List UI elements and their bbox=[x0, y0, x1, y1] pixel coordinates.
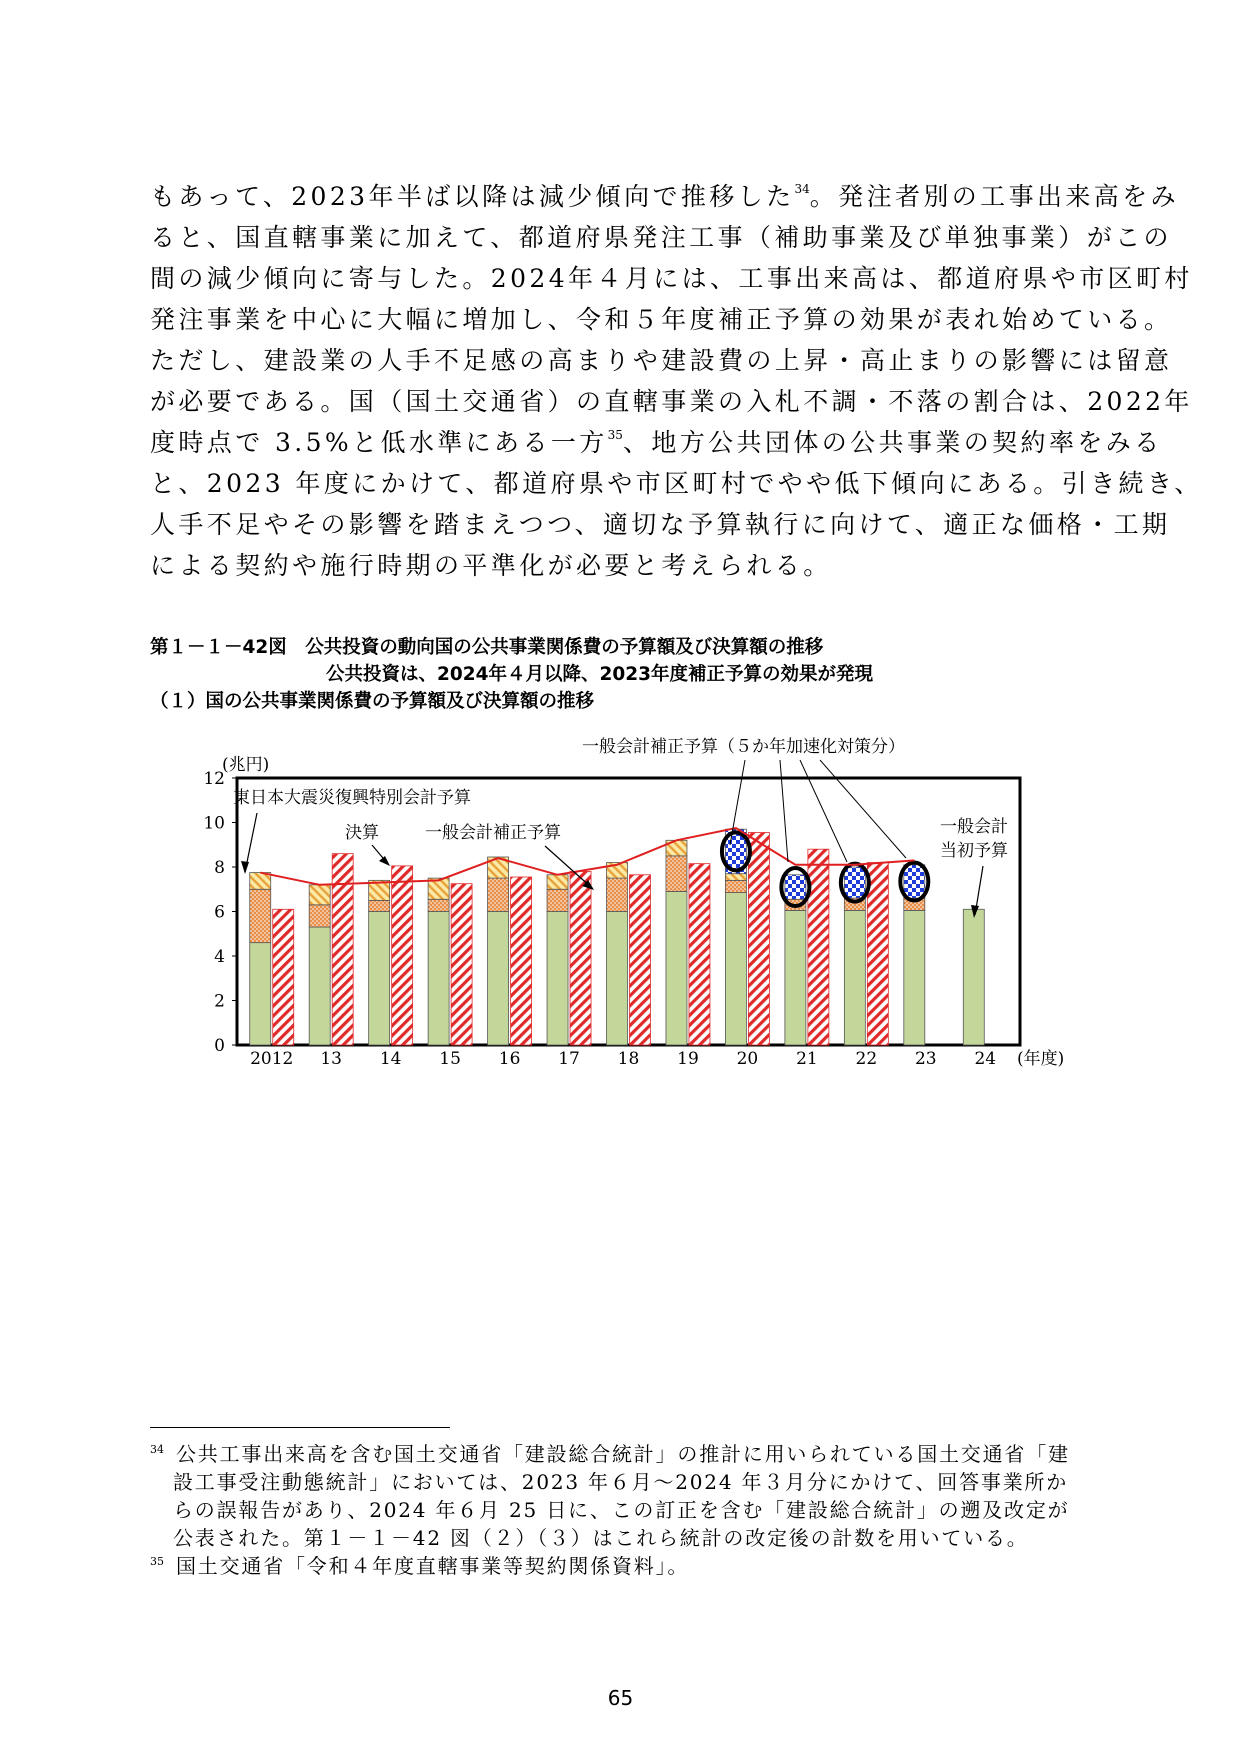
x-tick-label: 13 bbox=[320, 1049, 343, 1069]
x-tick-label: 22 bbox=[855, 1049, 878, 1069]
x-tick-label: 15 bbox=[439, 1049, 461, 1069]
bar-settlement bbox=[867, 863, 888, 1045]
footnote-line: らの誤報告があり、2024 年６月 25 日に、この訂正を含む「建設総合統計」の遡及改定が bbox=[173, 1498, 1070, 1522]
footnote-ref[interactable]: 35 bbox=[607, 428, 623, 442]
bar-settlement bbox=[392, 866, 413, 1045]
y-tick-label: 12 bbox=[203, 769, 225, 789]
bar-settlement bbox=[748, 833, 769, 1045]
bar-reconstruction bbox=[369, 880, 390, 900]
highlight-circle bbox=[841, 864, 869, 902]
y-tick-label: 10 bbox=[203, 813, 225, 834]
bar-initial-budget bbox=[428, 912, 449, 1046]
bar-initial-budget bbox=[309, 927, 330, 1045]
bar-supplementary bbox=[904, 898, 925, 910]
callout-line bbox=[800, 760, 847, 862]
callout-line bbox=[780, 760, 788, 862]
body-line: 度時点で 3.5%と低水準にある一方$^{35}$、地方公共団体の公共事業の契約率をみる bbox=[150, 428, 1163, 457]
body-line: 人手不足やその影響を踏まえつつ、適切な予算執行に向けて、適正な価格・工期 bbox=[150, 510, 1171, 539]
x-tick-label: 20 bbox=[736, 1049, 759, 1069]
body-line: 間の減少傾向に寄与した。2024年４月には、工事出来高は、都道府県や市区町村 bbox=[150, 264, 1193, 293]
bar-settlement bbox=[511, 877, 532, 1045]
bar-settlement bbox=[273, 909, 294, 1045]
x-unit-label: (年度) bbox=[1017, 1049, 1065, 1069]
body-line: 発注事業を中心に大幅に増加し、令和５年度補正予算の効果が表れ始めている。 bbox=[150, 305, 1173, 334]
callout-line bbox=[820, 760, 906, 858]
footnote-35: $^{35}$ 国土交通省「令和４年度直轄事業等契約関係資料」。 bbox=[150, 1554, 690, 1578]
footnote-mark: 35 bbox=[150, 1555, 164, 1568]
bar-supplementary bbox=[844, 898, 865, 910]
x-axis bbox=[250, 1049, 996, 1069]
bar-initial-budget bbox=[250, 943, 271, 1045]
bar-supplementary bbox=[785, 899, 806, 910]
bar-reconstruction bbox=[488, 857, 509, 878]
panel-title: （１）国の公共事業関係費の予算額及び決算額の推移 bbox=[150, 691, 595, 712]
body-line: と、2023 年度にかけて、都道府県や市区町村でやや低下傾向にある。引き続き、 bbox=[150, 469, 1203, 498]
footnote-line: 設工事受注動態統計」においては、2023 年６月～2024 年３月分にかけて、回答事業所か bbox=[173, 1470, 1069, 1494]
highlight-circle bbox=[722, 832, 750, 870]
budget-line bbox=[260, 828, 914, 885]
y-tick-label: 0 bbox=[214, 1036, 225, 1056]
y-unit-label: (兆円) bbox=[222, 755, 270, 775]
callout-arrow bbox=[241, 861, 249, 874]
footnote-rule bbox=[150, 1427, 450, 1428]
callout-line bbox=[730, 760, 745, 845]
plot-area bbox=[237, 778, 1020, 1045]
bar-reconstruction bbox=[607, 863, 628, 879]
bar-initial-budget bbox=[844, 910, 865, 1045]
callout-arrow bbox=[971, 905, 979, 918]
bar-initial-budget bbox=[963, 909, 984, 1045]
bar-initial-budget bbox=[666, 891, 687, 1045]
figure-heading bbox=[150, 634, 1080, 715]
bar-supplementary bbox=[369, 900, 390, 911]
body-line: ただし、建設業の人手不足感の高まりや建設費の上昇・高止まりの影響には留意 bbox=[150, 346, 1173, 375]
bar-settlement bbox=[808, 849, 829, 1045]
annotation-recon: 東日本大震災復興特別会計予算 bbox=[233, 788, 471, 808]
footnote-mark: 34 bbox=[150, 1443, 164, 1456]
bar-supplementary bbox=[607, 878, 628, 911]
bar-settlement bbox=[689, 864, 710, 1045]
footnote-34: $^{34}$ 公共工事出来高を含む国土交通省「建設総合統計」の推計に用いられている国土交通省「建 bbox=[150, 1442, 1070, 1466]
bar-supplementary bbox=[309, 905, 330, 927]
bar-five-year bbox=[785, 875, 806, 899]
bar-initial-budget bbox=[488, 912, 509, 1046]
callout-line bbox=[245, 813, 257, 872]
bar-reconstruction bbox=[666, 840, 687, 856]
bar-initial-budget bbox=[785, 910, 806, 1045]
bar-initial-budget bbox=[904, 910, 925, 1045]
bar-initial-budget bbox=[369, 912, 390, 1046]
bar-five-year bbox=[904, 865, 925, 898]
annotation-hosei: 一般会計補正予算 bbox=[425, 823, 561, 843]
body-line: もあって、2023年半ば以降は減少傾向で推移した$^{34}$。発注者別の工事出来高をみ bbox=[150, 182, 1179, 211]
footnote-line: 公表された。第１－１－42 図（２）（３）はこれら統計の改定後の計数を用いている。 bbox=[173, 1526, 1029, 1550]
bar-five-year bbox=[844, 867, 865, 898]
x-tick-label: 24 bbox=[974, 1049, 997, 1069]
callout-line bbox=[372, 845, 388, 864]
x-tick-label: 2012 bbox=[250, 1049, 294, 1069]
bar-settlement bbox=[451, 884, 472, 1045]
bar-reconstruction bbox=[547, 875, 568, 889]
callout-line bbox=[975, 866, 983, 915]
bar-supplementary bbox=[250, 889, 271, 942]
callout-arrow bbox=[582, 880, 594, 890]
highlight-circle bbox=[900, 862, 928, 900]
annotation-five-year: 一般会計補正予算（５か年加速化対策分） bbox=[582, 737, 905, 757]
figure-title: 第１－１－42図 公共投資の動向国の公共事業関係費の予算額及び決算額の推移 bbox=[150, 637, 824, 658]
bar-settlement bbox=[570, 871, 591, 1045]
body-line: ると、国直轄事業に加えて、都道府県発注工事（補助事業及び単独事業）がこの bbox=[150, 223, 1172, 252]
bar-settlement bbox=[630, 875, 651, 1045]
y-tick-label: 8 bbox=[214, 858, 225, 878]
x-tick-label: 16 bbox=[498, 1049, 521, 1069]
footnote-ref[interactable]: 34 bbox=[794, 182, 810, 196]
bar-reconstruction bbox=[428, 878, 449, 899]
callout-line bbox=[545, 846, 592, 888]
bar-five-year bbox=[725, 829, 746, 874]
bar-supplementary bbox=[666, 856, 687, 892]
bar-settlement bbox=[332, 854, 353, 1045]
x-tick-label: 19 bbox=[677, 1049, 699, 1069]
x-tick-label: 17 bbox=[558, 1049, 580, 1069]
highlight-circle bbox=[781, 868, 809, 906]
x-tick-label: 21 bbox=[796, 1049, 818, 1069]
body-line: による契約や施行時期の平準化が必要と考えられる。 bbox=[150, 551, 832, 580]
body-text bbox=[150, 176, 1203, 586]
body-line: が必要である。国（国土交通省）の直轄事業の入札不調・不落の割合は、2022年 bbox=[150, 387, 1193, 416]
bar-reconstruction bbox=[725, 874, 746, 881]
y-tick-label: 6 bbox=[214, 902, 225, 923]
bar-supplementary bbox=[488, 878, 509, 911]
bar-initial-budget bbox=[725, 893, 746, 1045]
bar-initial-budget bbox=[607, 912, 628, 1046]
y-tick-label: 4 bbox=[214, 947, 225, 967]
x-tick-label: 23 bbox=[914, 1049, 937, 1069]
y-tick-label: 2 bbox=[214, 991, 225, 1012]
bar-reconstruction bbox=[309, 885, 330, 905]
bar-initial-budget bbox=[547, 912, 568, 1046]
annotation-initial-1: 一般会計 bbox=[940, 817, 1008, 837]
bar-supplementary bbox=[428, 899, 449, 911]
page-number: 65 bbox=[607, 1686, 634, 1710]
bar-supplementary bbox=[547, 889, 568, 911]
x-tick-label: 14 bbox=[379, 1049, 402, 1069]
y-axis bbox=[203, 769, 237, 1056]
annotation-initial-2: 当初予算 bbox=[940, 841, 1008, 861]
figure-subtitle: 公共投資は、2024年４月以降、2023年度補正予算の効果が発現 bbox=[326, 664, 873, 685]
footnotes bbox=[150, 1440, 1100, 1580]
annotation-kessan: 決算 bbox=[345, 823, 379, 843]
plot-frame bbox=[237, 778, 1020, 1045]
bar-supplementary bbox=[725, 880, 746, 892]
callout-arrow bbox=[379, 856, 390, 866]
x-tick-label: 18 bbox=[617, 1049, 640, 1069]
bar-reconstruction bbox=[250, 873, 271, 890]
